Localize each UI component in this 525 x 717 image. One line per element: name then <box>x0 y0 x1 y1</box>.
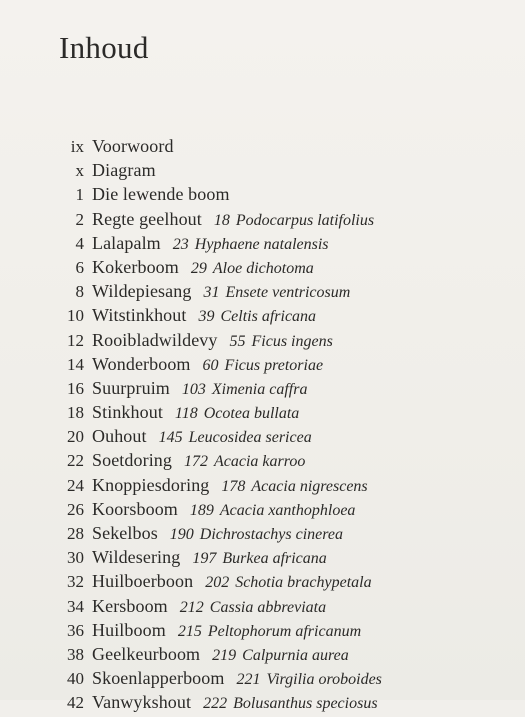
toc-entry-subentry <box>190 502 356 520</box>
toc-entry-latin-name: Ficus pretoriae <box>224 356 324 374</box>
toc-entry-page-ref: 219 <box>212 646 237 664</box>
toc-entry <box>0 692 525 716</box>
toc-entry <box>0 668 525 692</box>
toc-entry-title: Kersboom <box>92 595 168 616</box>
toc-entry-title: Sekelbos <box>92 523 158 543</box>
toc-entry <box>0 209 525 233</box>
toc-entry-title: Die lewende boom <box>92 184 230 205</box>
toc-entry <box>0 523 525 547</box>
toc-entry-title: Witstinkhout <box>92 305 187 326</box>
toc-entry <box>0 571 525 595</box>
toc-entry <box>0 644 525 668</box>
toc-entry <box>0 620 525 644</box>
toc-entry-latin-name: Celtis africana <box>220 308 317 326</box>
toc-entry-number: 38 <box>67 644 84 664</box>
toc-entry-title: Wonderboom <box>92 353 191 374</box>
toc-entry-title: Diagram <box>92 160 156 181</box>
toc-entry <box>0 354 525 378</box>
toc-entry <box>0 426 525 450</box>
toc-entry-page-ref: 31 <box>203 284 220 302</box>
toc-entry-page-ref: 145 <box>158 429 183 447</box>
toc-entry-number: 10 <box>67 306 84 326</box>
toc-entry <box>0 547 525 571</box>
toc-entry-page-ref: 178 <box>221 477 246 495</box>
toc-entry-number: 18 <box>67 403 84 423</box>
toc-entry-page-ref: 221 <box>236 671 261 689</box>
toc-entry-page-ref: 39 <box>198 308 215 326</box>
toc-entry-latin-name: Leucosidea sericea <box>188 429 312 447</box>
toc-entry-latin-name: Ficus ingens <box>251 332 333 350</box>
toc-entry-number: 34 <box>67 596 84 616</box>
toc-entry-subentry <box>180 599 326 617</box>
toc-entry-title: Huilboom <box>92 619 166 640</box>
toc-entry-page-ref: 29 <box>190 259 207 277</box>
toc-entry-title: Wildepiesang <box>92 281 192 302</box>
toc-entry-latin-name: Bolusanthus speciosus <box>233 695 378 713</box>
toc-entry-page-ref: 172 <box>184 453 208 471</box>
toc-entry <box>0 136 525 160</box>
toc-entry-subentry <box>191 260 314 278</box>
toc-entry <box>0 281 525 305</box>
toc-entry-title: Soetdoring <box>92 450 172 471</box>
toc-entry-title: Huilboerboon <box>92 571 194 592</box>
toc-entry-page-ref: 212 <box>179 598 204 616</box>
toc-entry-latin-name: Ocotea bullata <box>203 405 300 423</box>
toc-entry-subentry <box>230 333 333 351</box>
toc-entry-subentry <box>175 405 299 423</box>
toc-entry-title: Voorwoord <box>92 136 174 156</box>
toc-entry-subentry <box>236 671 381 689</box>
toc-entry-subentry <box>203 357 324 375</box>
toc-entry-subentry <box>214 212 374 230</box>
toc-entry-subentry <box>205 574 371 592</box>
toc-entry-number: 14 <box>67 354 84 374</box>
toc-entry-subentry <box>173 236 329 254</box>
toc-entry-title: Kokerboom <box>92 256 179 277</box>
toc-entry-number: 24 <box>67 475 84 495</box>
toc-entry-subentry <box>184 453 305 471</box>
toc-entry-latin-name: Acacia xanthophloea <box>219 501 356 519</box>
toc-entry-number: 2 <box>75 209 84 229</box>
toc-entry-number: 28 <box>67 524 84 543</box>
toc-entry-latin-name: Peltophorum africanum <box>207 622 362 640</box>
toc-entry <box>0 305 525 329</box>
toc-entry-latin-name: Hyphaene natalensis <box>194 235 329 253</box>
toc-entry-subentry <box>170 526 343 544</box>
toc-entry-number: 42 <box>67 693 84 713</box>
toc-entry-latin-name: Ximenia caffra <box>211 380 308 398</box>
toc-entry-latin-name: Dichrostachys cinerea <box>199 526 344 543</box>
toc-entry <box>0 257 525 281</box>
toc-entry-subentry <box>221 478 367 496</box>
toc-entry-page-ref: 103 <box>181 380 206 398</box>
toc-entry-number: 22 <box>67 451 84 471</box>
toc-entry-number: 30 <box>67 548 84 568</box>
toc-entry-title: Knoppiesdoring <box>92 474 210 495</box>
toc-entry-subentry <box>198 308 316 326</box>
toc-entry-page-ref: 118 <box>174 405 198 423</box>
toc-entry-title: Suurpruim <box>92 377 170 398</box>
toc-entry-latin-name: Acacia karroo <box>214 453 306 471</box>
page-title: Inhoud <box>59 30 149 65</box>
toc-entry-page-ref: 215 <box>177 622 202 640</box>
toc-entry-subentry <box>203 695 377 713</box>
toc-entry-page-ref: 202 <box>205 574 230 592</box>
toc-entry-latin-name: Cassia abbreviata <box>209 598 327 616</box>
toc-entry <box>0 233 525 257</box>
toc-entry-title: Lalapalm <box>92 232 161 253</box>
toc-entry-title: Geelkeurboom <box>92 643 201 664</box>
toc-entry-latin-name: Virgilia oroboides <box>266 671 382 689</box>
toc-entry-subentry <box>182 381 308 399</box>
toc-entry-title: Stinkhout <box>92 402 163 423</box>
toc-entry-title: Ouhout <box>92 426 147 447</box>
toc-entry-number: 20 <box>67 427 84 447</box>
toc-entry-subentry <box>159 429 312 447</box>
toc-entry-page-ref: 55 <box>229 332 246 350</box>
toc-entry-number: 36 <box>67 620 84 640</box>
toc-entry <box>0 499 525 523</box>
table-of-contents <box>0 136 525 717</box>
toc-entry-latin-name: Burkea africana <box>222 550 327 568</box>
toc-entry-subentry <box>192 550 326 568</box>
toc-entry <box>0 475 525 499</box>
toc-entry-number: 8 <box>75 282 84 302</box>
toc-entry-page-ref: 60 <box>202 356 219 374</box>
toc-entry-subentry <box>203 284 350 302</box>
toc-entry-latin-name: Acacia nigrescens <box>251 477 368 495</box>
toc-entry-page-ref: 23 <box>172 235 189 253</box>
toc-entry-subentry <box>178 623 361 641</box>
toc-entry-number: 4 <box>75 233 84 253</box>
toc-entry-page-ref: 197 <box>192 550 217 568</box>
toc-entry-page-ref: 222 <box>203 695 228 713</box>
toc-entry-title: Rooibladwildevy <box>92 329 218 350</box>
toc-entry-latin-name: Schotia brachypetala <box>235 574 372 592</box>
toc-entry <box>0 450 525 474</box>
toc-entry-latin-name: Calpurnia aurea <box>242 646 349 664</box>
toc-entry-page-ref: 189 <box>189 501 214 519</box>
toc-entry-number: 26 <box>67 499 84 519</box>
toc-entry-subentry <box>212 647 349 665</box>
toc-entry-latin-name: Aloe dichotoma <box>212 259 314 277</box>
toc-entry-page-ref: 18 <box>213 211 230 229</box>
toc-entry-title: Koorsboom <box>92 498 178 519</box>
toc-entry-number: 6 <box>75 257 84 277</box>
toc-entry-number: 40 <box>67 669 84 689</box>
toc-entry-title: Vanwykshout <box>92 692 192 713</box>
toc-entry <box>0 184 525 208</box>
toc-entry-title: Skoenlapperboom <box>92 668 225 689</box>
toc-entry-number: ix <box>70 137 84 156</box>
toc-entry <box>0 378 525 402</box>
toc-entry-title: Wildesering <box>92 547 181 568</box>
toc-entry-latin-name: Ensete ventricosum <box>225 284 351 302</box>
toc-entry <box>0 330 525 354</box>
toc-entry <box>0 160 525 184</box>
toc-entry-number: 32 <box>67 572 84 592</box>
toc-entry-title: Regte geelhout <box>92 208 202 229</box>
toc-entry-number: x <box>75 161 84 181</box>
toc-entry <box>0 402 525 426</box>
toc-entry-number: 16 <box>67 378 84 398</box>
toc-entry-number: 1 <box>75 185 84 205</box>
toc-entry-page-ref: 190 <box>169 526 194 543</box>
toc-entry-number: 12 <box>67 330 84 350</box>
toc-entry <box>0 596 525 620</box>
toc-entry-latin-name: Podocarpus latifolius <box>235 211 375 229</box>
